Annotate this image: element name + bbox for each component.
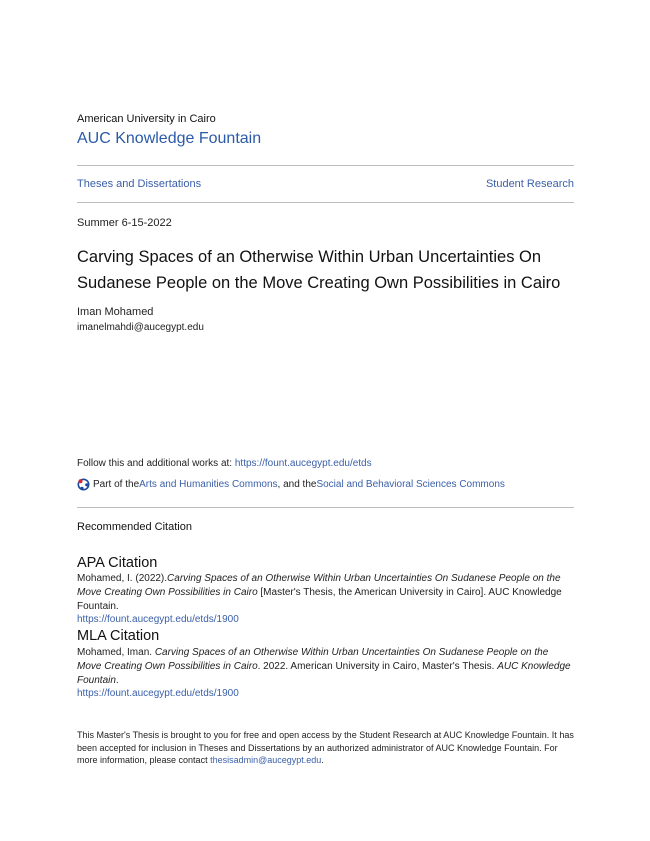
- arts-humanities-commons-link[interactable]: Arts and Humanities Commons: [139, 479, 278, 490]
- institution-name: American University in Cairo: [77, 113, 216, 125]
- mla-end: .: [115, 675, 119, 686]
- mla-citation-heading: MLA Citation: [77, 628, 160, 644]
- publication-date: Summer 6-15-2022: [77, 217, 172, 229]
- access-notice: [77, 729, 574, 767]
- recommended-citation-heading: Recommended Citation: [77, 521, 192, 533]
- apa-citation-heading: APA Citation: [77, 555, 158, 571]
- follow-prefix: Follow this and additional works at:: [77, 458, 235, 469]
- social-behavioral-commons-link[interactable]: Social and Behavioral Sciences Commons: [316, 479, 505, 490]
- apa-citation-text: [77, 572, 574, 614]
- mla-title: Carving Spaces of an Otherwise Within Urban Uncertainties On Sudanese People on the Move Creating Own Possibilities in Cairo: [77, 647, 549, 672]
- author-email: imanelmahdi@aucegypt.edu: [77, 322, 204, 333]
- apa-url-link[interactable]: https://fount.aucegypt.edu/etds/1900: [77, 614, 239, 625]
- mla-middle: . 2022. American University in Cairo, Master's Thesis.: [257, 661, 498, 672]
- network-icon: [77, 478, 90, 491]
- mla-citation-text: [77, 646, 574, 688]
- part-of-middle: , and the: [277, 479, 317, 490]
- follow-url-link[interactable]: https://fount.aucegypt.edu/etds: [234, 458, 372, 469]
- part-of-line: [77, 478, 505, 491]
- part-of-prefix: Part of the: [93, 479, 140, 490]
- follow-line: [77, 458, 372, 469]
- mla-url-link[interactable]: https://fount.aucegypt.edu/etds/1900: [77, 688, 239, 699]
- divider: [77, 507, 574, 508]
- apa-prefix: Mohamed, I. (2022).: [77, 573, 168, 584]
- divider: [77, 165, 574, 166]
- access-notice-end: .: [321, 755, 324, 765]
- theses-dissertations-link[interactable]: Theses and Dissertations: [77, 178, 202, 190]
- repository-link[interactable]: AUC Knowledge Fountain: [77, 130, 262, 147]
- contact-email-link[interactable]: thesisadmin@aucegypt.edu: [210, 755, 322, 765]
- mla-publisher: AUC Knowledge Fountain: [77, 661, 571, 686]
- apa-title: Carving Spaces of an Otherwise Within Urban Uncertainties On Sudanese People on the Move Creating Own Possibilities in Cairo: [77, 573, 561, 598]
- apa-suffix: [Master's Thesis, the American University in Cairo]. AUC Knowledge Fountain.: [77, 587, 562, 612]
- access-notice-text: This Master's Thesis is brought to you for free and open access by the Student Research at AUC Knowledge Fountain. It has been accepted for inclusion in Theses and Dissertations by an authorized administrator of AUC Knowledge Fountain. For more information, please contact: [77, 730, 574, 765]
- mla-prefix: Mohamed, Iman.: [77, 647, 155, 658]
- thesis-title: Carving Spaces of an Otherwise Within Urban Uncertainties On Sudanese People on the Move Creating Own Possibilities in Cairo: [77, 248, 561, 292]
- author-name: Iman Mohamed: [77, 306, 154, 318]
- divider: [77, 202, 574, 203]
- student-research-link[interactable]: Student Research: [485, 178, 574, 190]
